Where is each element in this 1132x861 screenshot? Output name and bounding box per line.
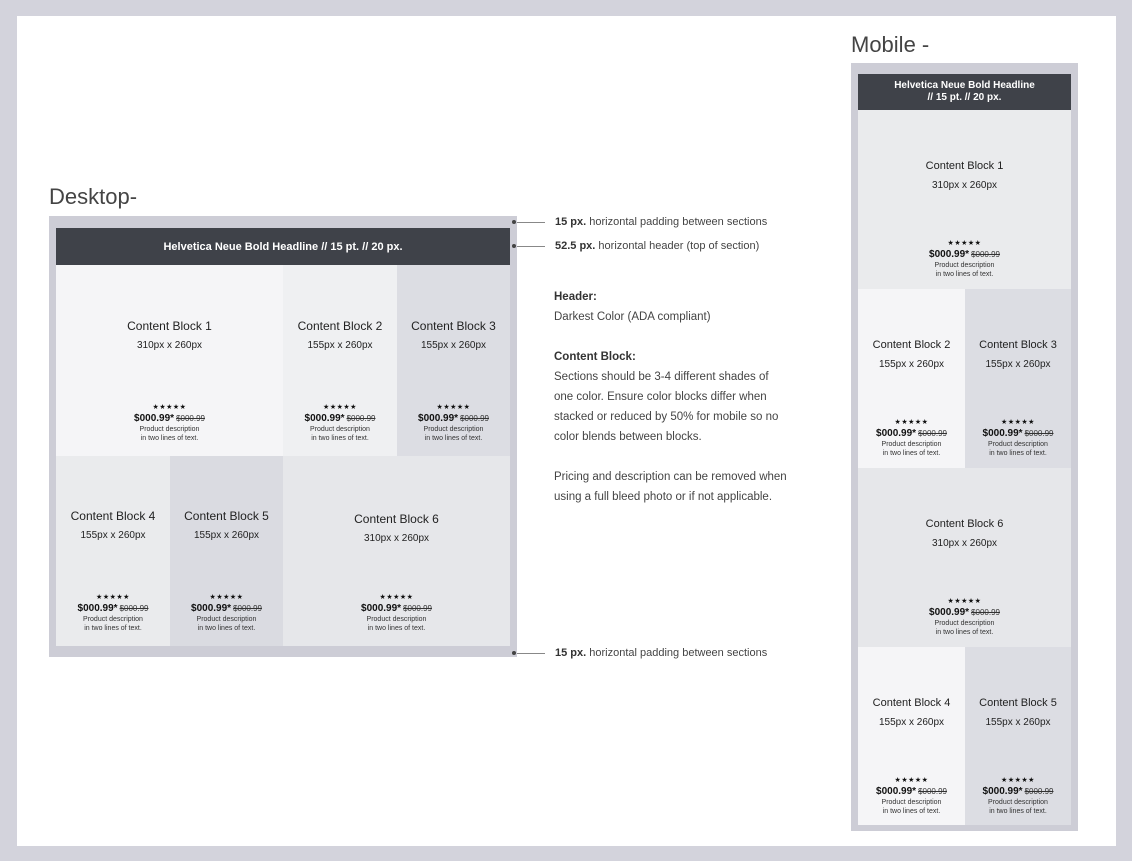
block-name: Content Block 6 — [925, 518, 1004, 530]
price: $000.99* — [929, 607, 970, 618]
mobile-block-1[interactable] — [858, 110, 1071, 289]
block-name: Content Block 1 — [925, 160, 1004, 172]
price: $000.99* — [77, 603, 118, 614]
notes-block-line: Sections should be 3-4 different shades of — [554, 371, 769, 383]
mobile-title: Mobile - — [851, 32, 930, 57]
product-description: in two lines of text. — [424, 435, 483, 442]
product-description: in two lines of text. — [882, 450, 941, 457]
block-dims: 155px x 260px — [985, 359, 1051, 370]
notes-block-title: Content Block: — [554, 351, 636, 363]
block-dims: 155px x 260px — [985, 717, 1051, 728]
block-name: Content Block 4 — [872, 697, 951, 709]
annotation-leader — [517, 222, 545, 223]
rating-stars-icon: ★★★★★ — [323, 404, 357, 411]
block-name: Content Block 3 — [979, 339, 1057, 351]
product-description: Product description — [83, 616, 143, 623]
block-dims: 310px x 260px — [931, 538, 998, 549]
rating-stars-icon: ★★★★★ — [1001, 777, 1035, 784]
product-description: in two lines of text. — [311, 435, 369, 442]
product-description: in two lines of text. — [367, 625, 426, 632]
rating-stars-icon: ★★★★★ — [947, 598, 982, 605]
price: $000.99* — [361, 603, 402, 614]
product-description: Product description — [988, 799, 1048, 806]
old-price: $000.99 — [233, 604, 262, 613]
old-price: $000.99 — [119, 604, 149, 613]
block-name: Content Block 5 — [184, 509, 269, 523]
block-dims: 155px x 260px — [80, 530, 146, 541]
mobile-block-4[interactable] — [858, 647, 965, 825]
annotation-header-height: 52.5 px. horizontal header (top of section) — [555, 240, 760, 252]
block-dims: 310px x 260px — [136, 340, 203, 351]
block-name: Content Block 6 — [354, 512, 439, 526]
rating-stars-icon: ★★★★★ — [947, 240, 982, 247]
block-dims: 155px x 260px — [878, 359, 945, 370]
product-description: Product description — [366, 616, 427, 623]
block-name: Content Block 4 — [70, 509, 156, 523]
annotation-dot — [512, 220, 516, 224]
product-description: Product description — [934, 262, 995, 269]
block-dims: 310px x 260px — [931, 180, 998, 191]
notes-header-body: Darkest Color (ADA compliant) — [554, 311, 711, 323]
product-description: in two lines of text. — [197, 625, 256, 632]
mobile-header-text: // 15 pt. // 20 px. — [927, 92, 1002, 103]
annotation-dot — [512, 651, 516, 655]
desktop-header-text: Helvetica Neue Bold Headline // 15 pt. // 20 px. — [163, 240, 403, 253]
rating-stars-icon: ★★★★★ — [894, 419, 929, 426]
product-description: in two lines of text. — [989, 808, 1047, 815]
product-description: Product description — [881, 799, 942, 806]
annotation-top-padding: 15 px. horizontal padding between sections — [555, 216, 768, 228]
notes-pricing-line: using a full bleed photo or if not applicable. — [554, 491, 773, 503]
annotation-leader — [517, 246, 545, 247]
block-name: Content Block 5 — [979, 697, 1057, 709]
product-description: in two lines of text. — [882, 808, 941, 815]
desktop-title: Desktop- — [49, 184, 138, 209]
price: $000.99* — [982, 428, 1023, 439]
price: $000.99* — [982, 786, 1023, 797]
product-description: in two lines of text. — [140, 435, 199, 442]
block-dims: 310px x 260px — [363, 533, 430, 544]
annotation-bottom-padding: 15 px. horizontal padding between sections — [555, 647, 768, 659]
old-price: $000.99 — [403, 604, 432, 613]
price: $000.99* — [418, 413, 459, 424]
old-price: $000.99 — [971, 608, 1000, 617]
old-price: $000.99 — [918, 429, 947, 438]
product-description: Product description — [423, 426, 484, 433]
price: $000.99* — [929, 249, 970, 260]
block-dims: 155px x 260px — [193, 530, 260, 541]
notes-header-title: Header: — [554, 291, 597, 303]
product-description: Product description — [196, 616, 257, 623]
mobile-block-5[interactable] — [965, 647, 1071, 825]
price: $000.99* — [876, 786, 917, 797]
old-price: $000.99 — [346, 414, 376, 423]
product-description: Product description — [881, 441, 942, 448]
rating-stars-icon: ★★★★★ — [436, 404, 471, 411]
notes-block-line: stacked or reduced by 50% for mobile so no — [554, 411, 779, 423]
notes-pricing-line: Pricing and description can be removed when — [554, 471, 787, 483]
product-description: in two lines of text. — [84, 625, 142, 632]
old-price: $000.99 — [1024, 429, 1054, 438]
old-price: $000.99 — [971, 250, 1000, 259]
mobile-block-2[interactable] — [858, 289, 965, 468]
block-name: Content Block 1 — [127, 319, 212, 333]
block-dims: 155px x 260px — [307, 340, 373, 351]
notes-block-line: color blends between blocks. — [554, 431, 702, 443]
old-price: $000.99 — [918, 787, 947, 796]
desktop-block-6[interactable] — [283, 456, 510, 646]
mobile-block-3[interactable] — [965, 289, 1071, 468]
product-description: in two lines of text. — [935, 271, 994, 278]
old-price: $000.99 — [1024, 787, 1054, 796]
block-name: Content Block 2 — [872, 339, 951, 351]
desktop-block-5[interactable] — [170, 456, 283, 646]
design-notes — [554, 287, 799, 507]
annotation-dot — [512, 244, 516, 248]
rating-stars-icon: ★★★★★ — [1001, 419, 1035, 426]
product-description: Product description — [139, 426, 200, 433]
desktop-block-3[interactable] — [397, 265, 510, 456]
rating-stars-icon: ★★★★★ — [152, 404, 187, 411]
rating-stars-icon: ★★★★★ — [379, 594, 414, 601]
desktop-header — [56, 228, 510, 265]
price: $000.99* — [304, 413, 345, 424]
product-description: Product description — [310, 426, 370, 433]
block-dims: 155px x 260px — [878, 717, 945, 728]
annotation-leader — [517, 653, 545, 654]
block-name: Content Block 3 — [411, 319, 496, 333]
old-price: $000.99 — [176, 414, 205, 423]
rating-stars-icon: ★★★★★ — [96, 594, 130, 601]
product-description: Product description — [934, 620, 995, 627]
price: $000.99* — [191, 603, 232, 614]
price: $000.99* — [134, 413, 175, 424]
desktop-block-4[interactable] — [56, 456, 170, 646]
desktop-block-2[interactable] — [283, 265, 397, 456]
notes-block-line: one color. Ensure color blocks differ when — [554, 391, 767, 403]
block-name: Content Block 2 — [297, 319, 383, 333]
mobile-header-text: Helvetica Neue Bold Headline — [894, 80, 1035, 91]
old-price: $000.99 — [460, 414, 489, 423]
mobile-header — [858, 74, 1071, 110]
product-description: in two lines of text. — [935, 629, 994, 636]
mobile-block-6[interactable] — [858, 468, 1071, 647]
rating-stars-icon: ★★★★★ — [894, 777, 929, 784]
product-description: Product description — [988, 441, 1048, 448]
desktop-block-1[interactable] — [56, 265, 283, 456]
rating-stars-icon: ★★★★★ — [209, 594, 244, 601]
product-description: in two lines of text. — [989, 450, 1047, 457]
block-dims: 155px x 260px — [420, 340, 487, 351]
price: $000.99* — [876, 428, 917, 439]
